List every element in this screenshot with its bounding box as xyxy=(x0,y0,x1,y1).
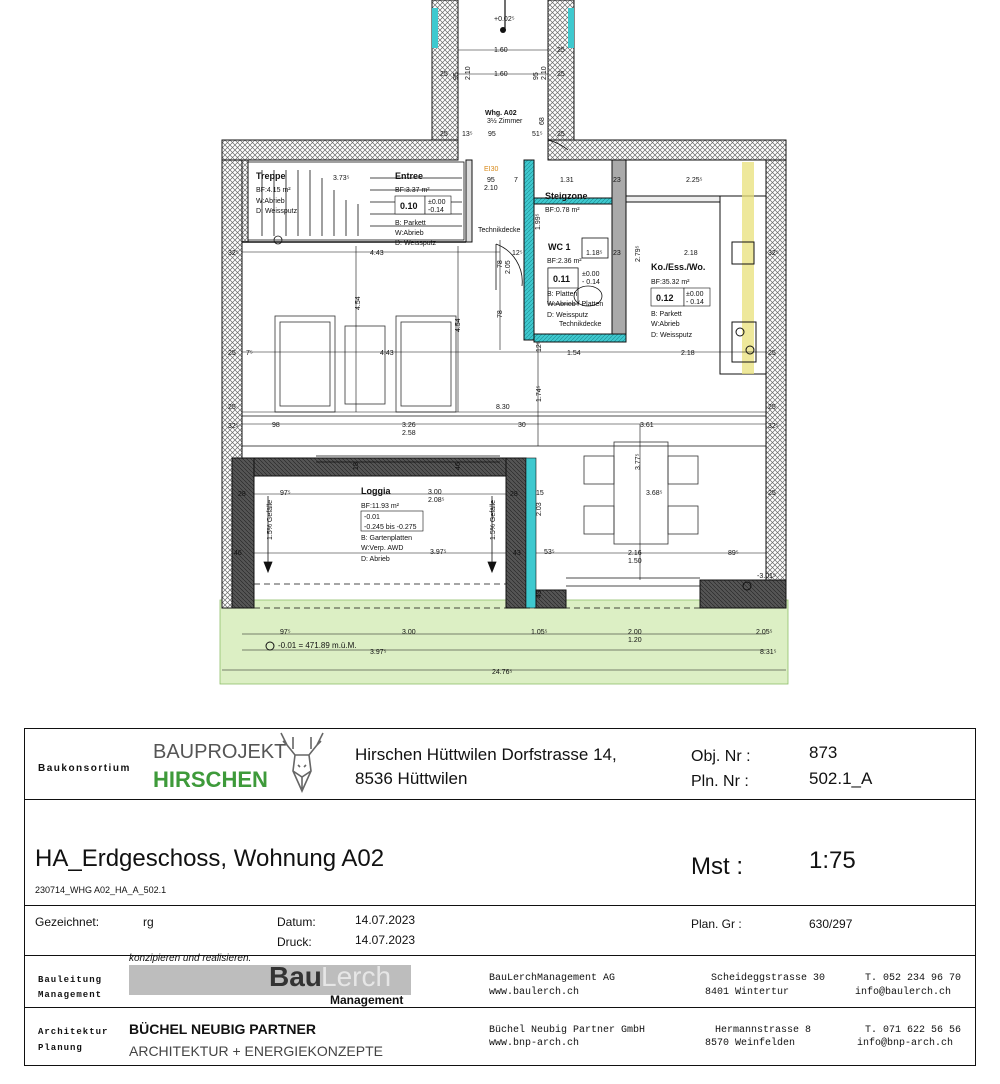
dim: 2.16 xyxy=(628,550,642,557)
dim: 28 xyxy=(510,491,518,498)
dim: 12⁵ xyxy=(512,250,523,257)
baulerch-web: www.baulerch.ch xyxy=(489,987,580,998)
bnp-firm: BÜCHEL NEUBIG PARTNER xyxy=(129,1021,316,1037)
project-address-1: Hirschen Hüttwilen Dorfstrasse 14, xyxy=(355,745,617,764)
room-entree-num: 0.10 xyxy=(400,201,418,211)
room-treppe-wall: W:Abrieb xyxy=(256,198,285,205)
divider xyxy=(25,799,975,800)
dim: 25 xyxy=(228,350,236,357)
room-treppe-name: Treppe xyxy=(256,171,286,181)
stag-logo-icon xyxy=(271,731,333,797)
bnp-city: 8570 Weinfelden xyxy=(705,1038,796,1049)
title-block xyxy=(24,728,976,1066)
dim: 2.05⁵ xyxy=(756,629,773,636)
druck-value: 14.07.2023 xyxy=(355,933,416,947)
room-wc-floor: B: Platten xyxy=(547,291,578,298)
room-koess-lv1: ±0.00 xyxy=(686,291,704,298)
architektur-label: Architektur xyxy=(38,1027,109,1037)
dim: 51⁵ xyxy=(532,131,543,138)
dim: 98 xyxy=(272,422,280,429)
dim: 25 xyxy=(768,490,776,497)
room-loggia-name: Loggia xyxy=(361,486,391,496)
dim: 43 xyxy=(536,590,543,598)
dim: 8.30 xyxy=(496,404,510,411)
dim: 4.54 xyxy=(455,318,462,332)
dim: 2.79⁵ xyxy=(635,245,642,262)
logo-bauprojekt: BAUPROJEKT xyxy=(153,741,287,763)
room-wc-lv1: ±0.00 xyxy=(582,271,600,278)
dim: 3.26 xyxy=(402,422,416,429)
dim: 95 xyxy=(488,131,496,138)
logo-management: Management xyxy=(330,993,404,1007)
dim: 2.10 xyxy=(484,185,498,192)
room-koess-ceiling: D: Weissputz xyxy=(651,332,693,339)
management-label: Management xyxy=(38,990,103,1000)
room-entree-lv2: -0.14 xyxy=(428,207,444,214)
bnp-phone: T. 071 622 56 56 xyxy=(865,1025,962,1036)
dim: 53⁵ xyxy=(544,549,555,556)
dim: 97⁵ xyxy=(280,490,291,497)
room-wc-note: Technikdecke xyxy=(559,321,602,328)
room-wc-ceiling: D: Weissputz xyxy=(547,312,589,319)
outer-walls xyxy=(222,140,786,608)
dim: 4.43 xyxy=(370,250,384,257)
bnp-email: info@bnp-arch.ch xyxy=(857,1038,954,1049)
dim: 25 xyxy=(768,350,776,357)
dim: 25 xyxy=(440,71,448,78)
room-entree-lv1: ±0.00 xyxy=(428,199,446,206)
dim: 12⁵ xyxy=(536,341,543,352)
dim: 1.60 xyxy=(494,71,508,78)
datum-label: Datum: xyxy=(277,915,316,929)
dim: 1.54 xyxy=(567,350,581,357)
bauleitung-label: Bauleitung xyxy=(38,975,103,985)
dim: 1.99⁵ xyxy=(535,213,542,230)
dim: 78 xyxy=(497,310,504,318)
dim: 2.25⁵ xyxy=(686,177,703,184)
dim: 24.76⁵ xyxy=(492,669,513,676)
logo-lerch: Lerch xyxy=(321,961,392,992)
dim: 30 xyxy=(518,422,526,429)
room-koess-lv2: - 0.14 xyxy=(686,299,704,306)
druck-label: Druck: xyxy=(277,935,312,949)
room-entree-bf: BF:3.37 m² xyxy=(395,187,430,194)
dim: 1.18⁵ xyxy=(586,250,603,257)
room-steigzone-bf: BF:0.78 m² xyxy=(545,207,580,214)
dim: 46 xyxy=(455,462,462,470)
dim: 4.43 xyxy=(380,350,394,357)
room-wc-num: 0.11 xyxy=(553,274,571,284)
room-whg-name: Whg. A02 xyxy=(485,110,517,117)
room-entree-floor: B: Parkett xyxy=(395,220,426,227)
obj-nr-value: 873 xyxy=(809,743,838,762)
dim: 32⁵ xyxy=(768,423,779,430)
divider xyxy=(25,905,975,906)
dim: 95 xyxy=(533,72,540,80)
dim: 32⁵ xyxy=(768,250,779,257)
dim: 7⁵ xyxy=(246,350,253,357)
plangr-label: Plan. Gr : xyxy=(691,917,742,931)
dim: 95 xyxy=(453,72,460,80)
pln-nr-label: Pln. Nr : xyxy=(691,773,749,790)
room-loggia-lv1: -0.01 xyxy=(364,514,380,521)
dim: 2.08⁵ xyxy=(428,497,445,504)
room-loggia-ceiling: D: Abrieb xyxy=(361,556,390,563)
divider xyxy=(25,1007,975,1008)
room-steigzone-name: Steigzone xyxy=(545,191,588,201)
room-whg-sub: 3½ Zimmer xyxy=(487,118,523,125)
obj-nr-label: Obj. Nr : xyxy=(691,748,751,765)
dim: 28 xyxy=(238,491,246,498)
room-loggia-floor: B: Gartenplatten xyxy=(361,535,412,542)
dim: 25 xyxy=(557,131,565,138)
planung-label: Planung xyxy=(38,1043,83,1053)
room-loggia-wall: W:Verp. AWD xyxy=(361,545,404,552)
baukonsortium-label: Baukonsortium xyxy=(38,763,131,774)
dim: 25 xyxy=(557,71,565,78)
room-treppe-ceiling: D: Weissputz xyxy=(256,208,298,215)
dim: 3.73⁵ xyxy=(333,175,350,182)
room-entree-wall: W:Abrieb xyxy=(395,230,424,237)
dim: 46 xyxy=(234,550,242,557)
dim: 3.00 xyxy=(402,629,416,636)
baulerch-email: info@baulerch.ch xyxy=(855,987,952,998)
room-treppe-bf: BF:4.15 m² xyxy=(256,187,291,194)
dim: 1.74⁵ xyxy=(536,385,543,402)
room-wc-wall: W:Abrieb / Platten xyxy=(547,301,604,308)
room-wc-name: WC 1 xyxy=(548,242,571,252)
dim: 3.97⁵ xyxy=(370,649,387,656)
note-elevation: -0.01 = 471.89 m.ü.M. xyxy=(278,641,357,650)
dim: 1.60 xyxy=(494,47,508,54)
dim: 25 xyxy=(228,404,236,411)
logo-bau: Bau xyxy=(269,961,322,992)
room-wc-bf: BF:2.36 m² xyxy=(547,258,582,265)
note-gefaelle-1: 1.5% Gefälle xyxy=(267,499,274,540)
baulerch-city: 8401 Wintertur xyxy=(705,987,790,998)
dim: 23 xyxy=(613,177,621,184)
plan-file: 230714_WHG A02_HA_A_502.1 xyxy=(35,885,167,895)
dim: 68 xyxy=(539,117,546,125)
dim: 2.18 xyxy=(681,350,695,357)
plangr-value: 630/297 xyxy=(809,917,853,931)
baulerch-street: Scheideggstrasse 30 xyxy=(711,973,826,984)
dim: 3.97⁵ xyxy=(430,549,447,556)
dim: 97⁵ xyxy=(280,629,291,636)
room-loggia-lv2: -0.245 bis -0.275 xyxy=(364,524,417,531)
room-koess-num: 0.12 xyxy=(656,293,674,303)
room-koess-floor: B: Parkett xyxy=(651,311,682,318)
baulerch-tagline: konzipieren und realisieren. xyxy=(129,953,252,964)
dim: 2.00 xyxy=(628,629,642,636)
note-gefaelle-2: 1.5% Gefälle xyxy=(490,499,497,540)
dim: 2.05 xyxy=(505,260,512,274)
baulerch-company: BauLerchManagement AG xyxy=(489,973,616,984)
dim: 8.31⁵ xyxy=(760,649,777,656)
dim: 78 xyxy=(497,260,504,268)
note-top-level: +0.02⁵ xyxy=(494,16,515,23)
dim: 18 xyxy=(353,462,360,470)
project-address-2: 8536 Hüttwilen xyxy=(355,769,468,788)
note-technikdecke-1: Technikdecke xyxy=(478,227,521,234)
room-koess-bf: BF:35.32 m² xyxy=(651,279,690,286)
room-koess-wall: W:Abrieb xyxy=(651,321,680,328)
dim: 3.77⁵ xyxy=(635,453,642,470)
dim: 25 xyxy=(557,47,565,54)
kitchen-counter xyxy=(720,162,766,374)
dim: 4.54 xyxy=(355,296,362,310)
dim: 3.00 xyxy=(428,489,442,496)
gezeichnet-value: rg xyxy=(143,915,154,929)
baulerch-phone: T. 052 234 96 70 xyxy=(865,973,962,984)
living-furniture xyxy=(275,316,456,412)
mst-label: Mst : xyxy=(691,853,743,880)
pln-nr-value: 502.1_A xyxy=(809,769,873,788)
dim: 25 xyxy=(768,404,776,411)
dim: 25 xyxy=(440,131,448,138)
dim: 7 xyxy=(514,177,518,184)
bnp-company: Büchel Neubig Partner GmbH xyxy=(489,1025,646,1036)
room-entree-ceiling: D: Weissputz xyxy=(395,240,437,247)
dim: 95 xyxy=(487,177,495,184)
datum-value: 14.07.2023 xyxy=(355,913,416,927)
bnp-web: www.bnp-arch.ch xyxy=(489,1038,580,1049)
room-wc-lv2: - 0.14 xyxy=(582,279,600,286)
dim: 89⁵ xyxy=(728,550,739,557)
dim: 2.10 xyxy=(541,66,548,80)
dim: 2.03 xyxy=(536,502,543,516)
dim: 3.61 xyxy=(640,422,654,429)
dim: 13⁵ xyxy=(462,131,473,138)
dim: 1.31 xyxy=(560,177,574,184)
dim: 2.58 xyxy=(402,430,416,437)
dim: 1.20 xyxy=(628,637,642,644)
room-entree-name: Entree xyxy=(395,171,424,181)
bnp-firm-sub: ARCHITEKTUR + ENERGIEKONZEPTE xyxy=(129,1043,383,1059)
dim: 1.50 xyxy=(628,558,642,565)
dim: 23 xyxy=(613,250,621,257)
room-koess-name: Ko./Ess./Wo. xyxy=(651,262,706,272)
plan-title: HA_Erdgeschoss, Wohnung A02 xyxy=(35,845,385,872)
note-corner-level: -3.01⁵ xyxy=(757,573,776,580)
dim: 32⁵ xyxy=(228,250,239,257)
dim: 2.10 xyxy=(465,66,472,80)
gezeichnet-label: Gezeichnet: xyxy=(35,915,100,929)
bnp-street: Hermannstrasse 8 xyxy=(715,1025,812,1036)
dim: 1.05⁵ xyxy=(531,629,548,636)
dim: 15 xyxy=(536,490,544,497)
mst-value: 1:75 xyxy=(809,847,856,874)
dim: 3.68⁵ xyxy=(646,490,663,497)
note-ei30: EI30 xyxy=(484,166,499,173)
dim: 43 xyxy=(513,550,521,557)
room-loggia-bf: BF:11.93 m² xyxy=(361,503,399,510)
logo-hirschen: HIRSCHEN xyxy=(153,767,268,792)
dim: 32⁵ xyxy=(228,423,239,430)
dim: 2.18 xyxy=(684,250,698,257)
